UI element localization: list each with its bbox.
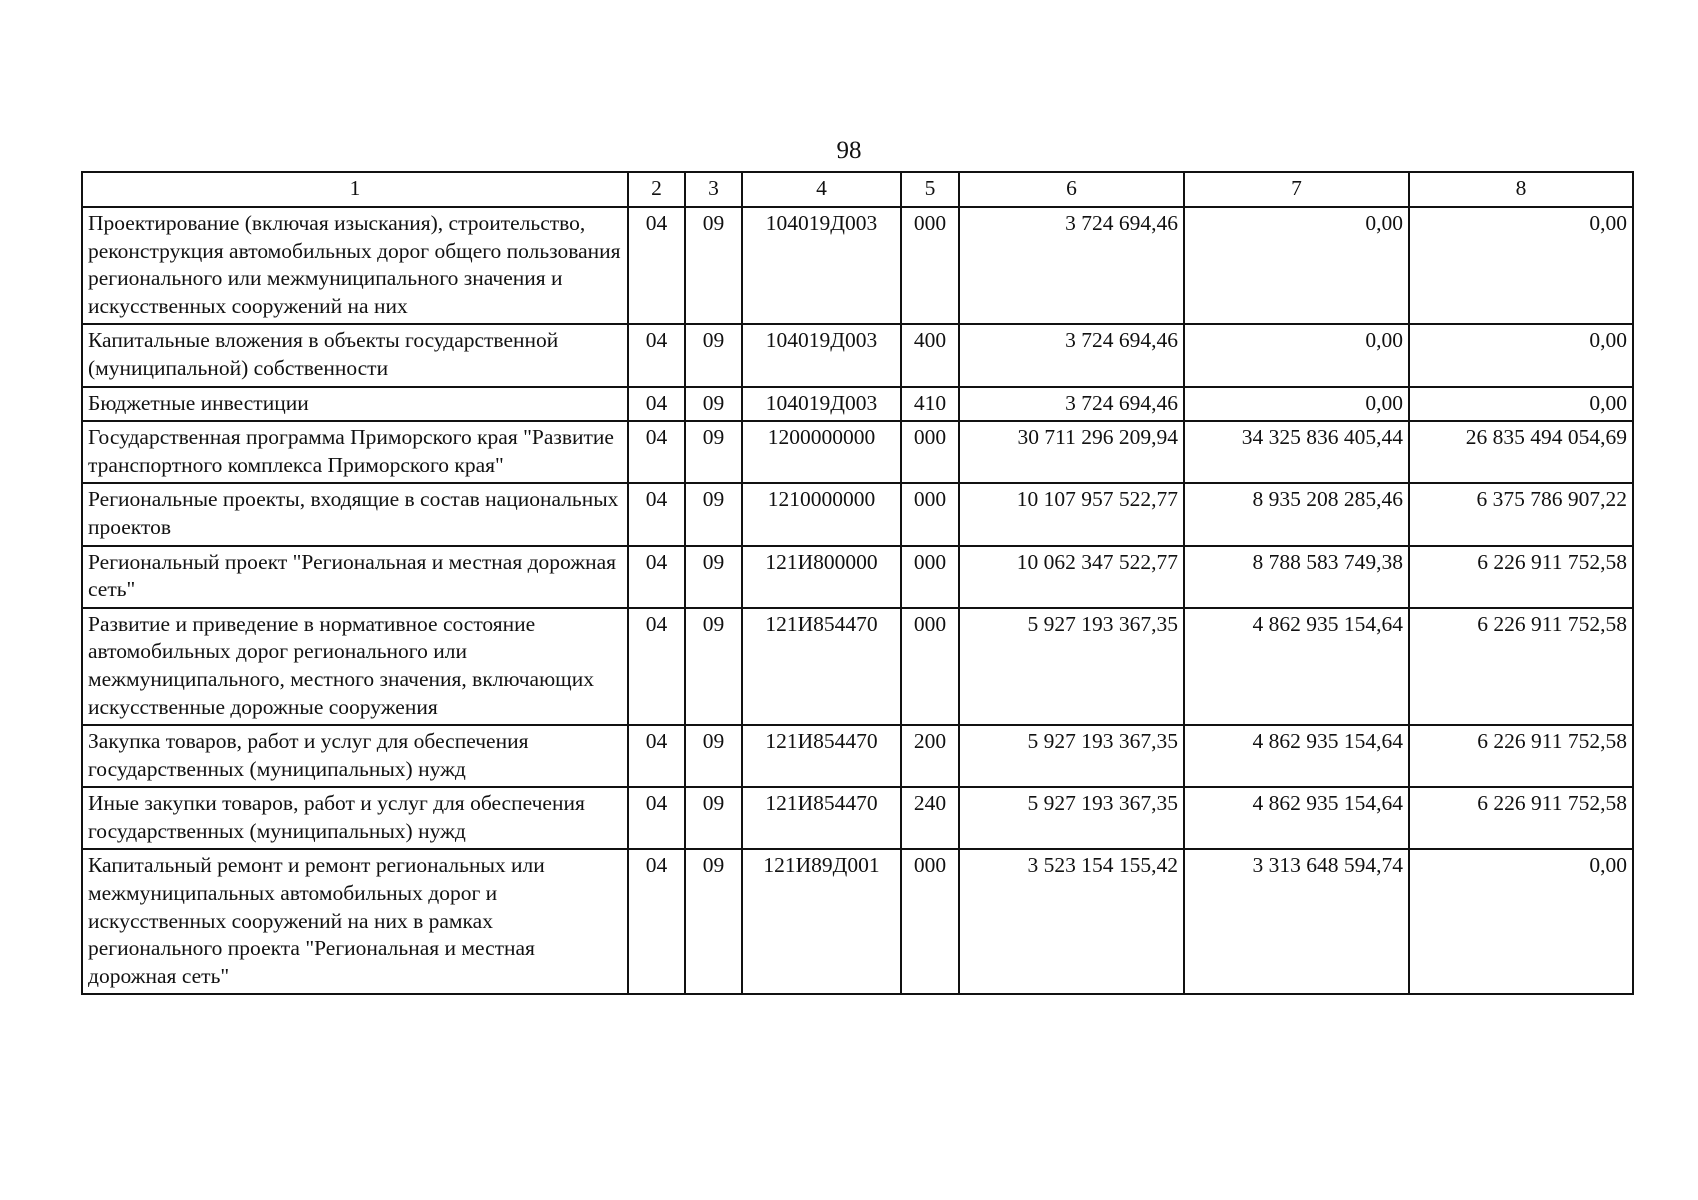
- table-row: [82, 608, 1633, 725]
- row-section: 04: [628, 483, 685, 545]
- row-section: 04: [628, 725, 685, 787]
- row-target-article: 121И89Д001: [742, 849, 901, 994]
- col-header-2: 2: [628, 172, 685, 207]
- row-subsection: 09: [685, 324, 742, 386]
- row-amount-col6: 5 927 193 367,35: [959, 787, 1184, 849]
- row-name: Закупка товаров, работ и услуг для обеспечения государственных (муниципальных) нужд: [82, 725, 628, 787]
- table-row: [82, 787, 1633, 849]
- row-expense-type: 240: [901, 787, 959, 849]
- row-amount-col7: 4 862 935 154,64: [1184, 608, 1409, 725]
- row-name: Региональный проект "Региональная и местная дорожная сеть": [82, 546, 628, 608]
- col-header-7: 7: [1184, 172, 1409, 207]
- row-amount-col8: 0,00: [1409, 324, 1633, 386]
- table-row: [82, 421, 1633, 483]
- row-section: 04: [628, 546, 685, 608]
- row-amount-col8: 6 226 911 752,58: [1409, 608, 1633, 725]
- table-row: [82, 849, 1633, 994]
- table-row: [82, 387, 1633, 422]
- row-amount-col8: 0,00: [1409, 207, 1633, 324]
- col-header-3: 3: [685, 172, 742, 207]
- table-row: [82, 725, 1633, 787]
- row-subsection: 09: [685, 608, 742, 725]
- row-name: Капитальный ремонт и ремонт региональных или межмуниципальных автомобильных дорог и искусственных сооружений на них в рамках регионального проекта "Региональная и местная дорожная сеть": [82, 849, 628, 994]
- row-target-article: 121И854470: [742, 608, 901, 725]
- row-amount-col8: 0,00: [1409, 387, 1633, 422]
- row-expense-type: 000: [901, 849, 959, 994]
- row-section: 04: [628, 324, 685, 386]
- row-target-article: 104019Д003: [742, 324, 901, 386]
- row-expense-type: 000: [901, 546, 959, 608]
- budget-table: [81, 171, 1634, 995]
- row-amount-col6: 3 523 154 155,42: [959, 849, 1184, 994]
- row-expense-type: 400: [901, 324, 959, 386]
- row-subsection: 09: [685, 725, 742, 787]
- row-amount-col7: 4 862 935 154,64: [1184, 725, 1409, 787]
- row-amount-col7: 0,00: [1184, 324, 1409, 386]
- row-subsection: 09: [685, 483, 742, 545]
- table-row: [82, 324, 1633, 386]
- row-target-article: 104019Д003: [742, 207, 901, 324]
- row-subsection: 09: [685, 849, 742, 994]
- row-expense-type: 000: [901, 421, 959, 483]
- row-amount-col7: 0,00: [1184, 387, 1409, 422]
- row-amount-col6: 30 711 296 209,94: [959, 421, 1184, 483]
- row-name: Иные закупки товаров, работ и услуг для обеспечения государственных (муниципальных) нужд: [82, 787, 628, 849]
- row-amount-col8: 0,00: [1409, 849, 1633, 994]
- row-amount-col6: 3 724 694,46: [959, 207, 1184, 324]
- row-subsection: 09: [685, 207, 742, 324]
- col-header-4: 4: [742, 172, 901, 207]
- row-target-article: 104019Д003: [742, 387, 901, 422]
- col-header-1: 1: [82, 172, 628, 207]
- row-subsection: 09: [685, 421, 742, 483]
- row-amount-col6: 3 724 694,46: [959, 387, 1184, 422]
- table-row: [82, 483, 1633, 545]
- row-amount-col8: 6 375 786 907,22: [1409, 483, 1633, 545]
- row-expense-type: 000: [901, 483, 959, 545]
- row-section: 04: [628, 787, 685, 849]
- row-amount-col8: 6 226 911 752,58: [1409, 546, 1633, 608]
- row-amount-col7: 34 325 836 405,44: [1184, 421, 1409, 483]
- col-header-8: 8: [1409, 172, 1633, 207]
- row-amount-col6: 3 724 694,46: [959, 324, 1184, 386]
- row-target-article: 121И800000: [742, 546, 901, 608]
- row-name: Государственная программа Приморского края "Развитие транспортного комплекса Приморского края": [82, 421, 628, 483]
- col-header-6: 6: [959, 172, 1184, 207]
- row-expense-type: 000: [901, 608, 959, 725]
- row-expense-type: 410: [901, 387, 959, 422]
- row-subsection: 09: [685, 546, 742, 608]
- row-target-article: 1200000000: [742, 421, 901, 483]
- row-target-article: 1210000000: [742, 483, 901, 545]
- row-section: 04: [628, 421, 685, 483]
- row-name: Капитальные вложения в объекты государственной (муниципальной) собственности: [82, 324, 628, 386]
- row-amount-col6: 5 927 193 367,35: [959, 608, 1184, 725]
- row-name: Бюджетные инвестиции: [82, 387, 628, 422]
- row-expense-type: 200: [901, 725, 959, 787]
- header-row: [82, 172, 1633, 207]
- row-section: 04: [628, 608, 685, 725]
- row-amount-col8: 26 835 494 054,69: [1409, 421, 1633, 483]
- row-amount-col7: 8 788 583 749,38: [1184, 546, 1409, 608]
- row-amount-col8: 6 226 911 752,58: [1409, 725, 1633, 787]
- row-target-article: 121И854470: [742, 725, 901, 787]
- col-header-5: 5: [901, 172, 959, 207]
- row-amount-col7: 4 862 935 154,64: [1184, 787, 1409, 849]
- row-subsection: 09: [685, 387, 742, 422]
- row-amount-col7: 3 313 648 594,74: [1184, 849, 1409, 994]
- row-amount-col6: 10 107 957 522,77: [959, 483, 1184, 545]
- row-section: 04: [628, 849, 685, 994]
- row-amount-col7: 8 935 208 285,46: [1184, 483, 1409, 545]
- row-name: Развитие и приведение в нормативное состояние автомобильных дорог регионального или межмуниципального, местного значения, включающих искусственные дорожные сооружения: [82, 608, 628, 725]
- table-row: [82, 546, 1633, 608]
- page-number: 98: [836, 137, 862, 164]
- row-name: Проектирование (включая изыскания), строительство, реконструкция автомобильных дорог общего пользования регионального или межмуниципального значения и искусственных сооружений на них: [82, 207, 628, 324]
- row-amount-col6: 5 927 193 367,35: [959, 725, 1184, 787]
- row-section: 04: [628, 207, 685, 324]
- row-subsection: 09: [685, 787, 742, 849]
- row-amount-col8: 6 226 911 752,58: [1409, 787, 1633, 849]
- row-section: 04: [628, 387, 685, 422]
- row-amount-col6: 10 062 347 522,77: [959, 546, 1184, 608]
- row-expense-type: 000: [901, 207, 959, 324]
- table-row: [82, 207, 1633, 324]
- row-name: Региональные проекты, входящие в состав национальных проектов: [82, 483, 628, 545]
- row-amount-col7: 0,00: [1184, 207, 1409, 324]
- row-target-article: 121И854470: [742, 787, 901, 849]
